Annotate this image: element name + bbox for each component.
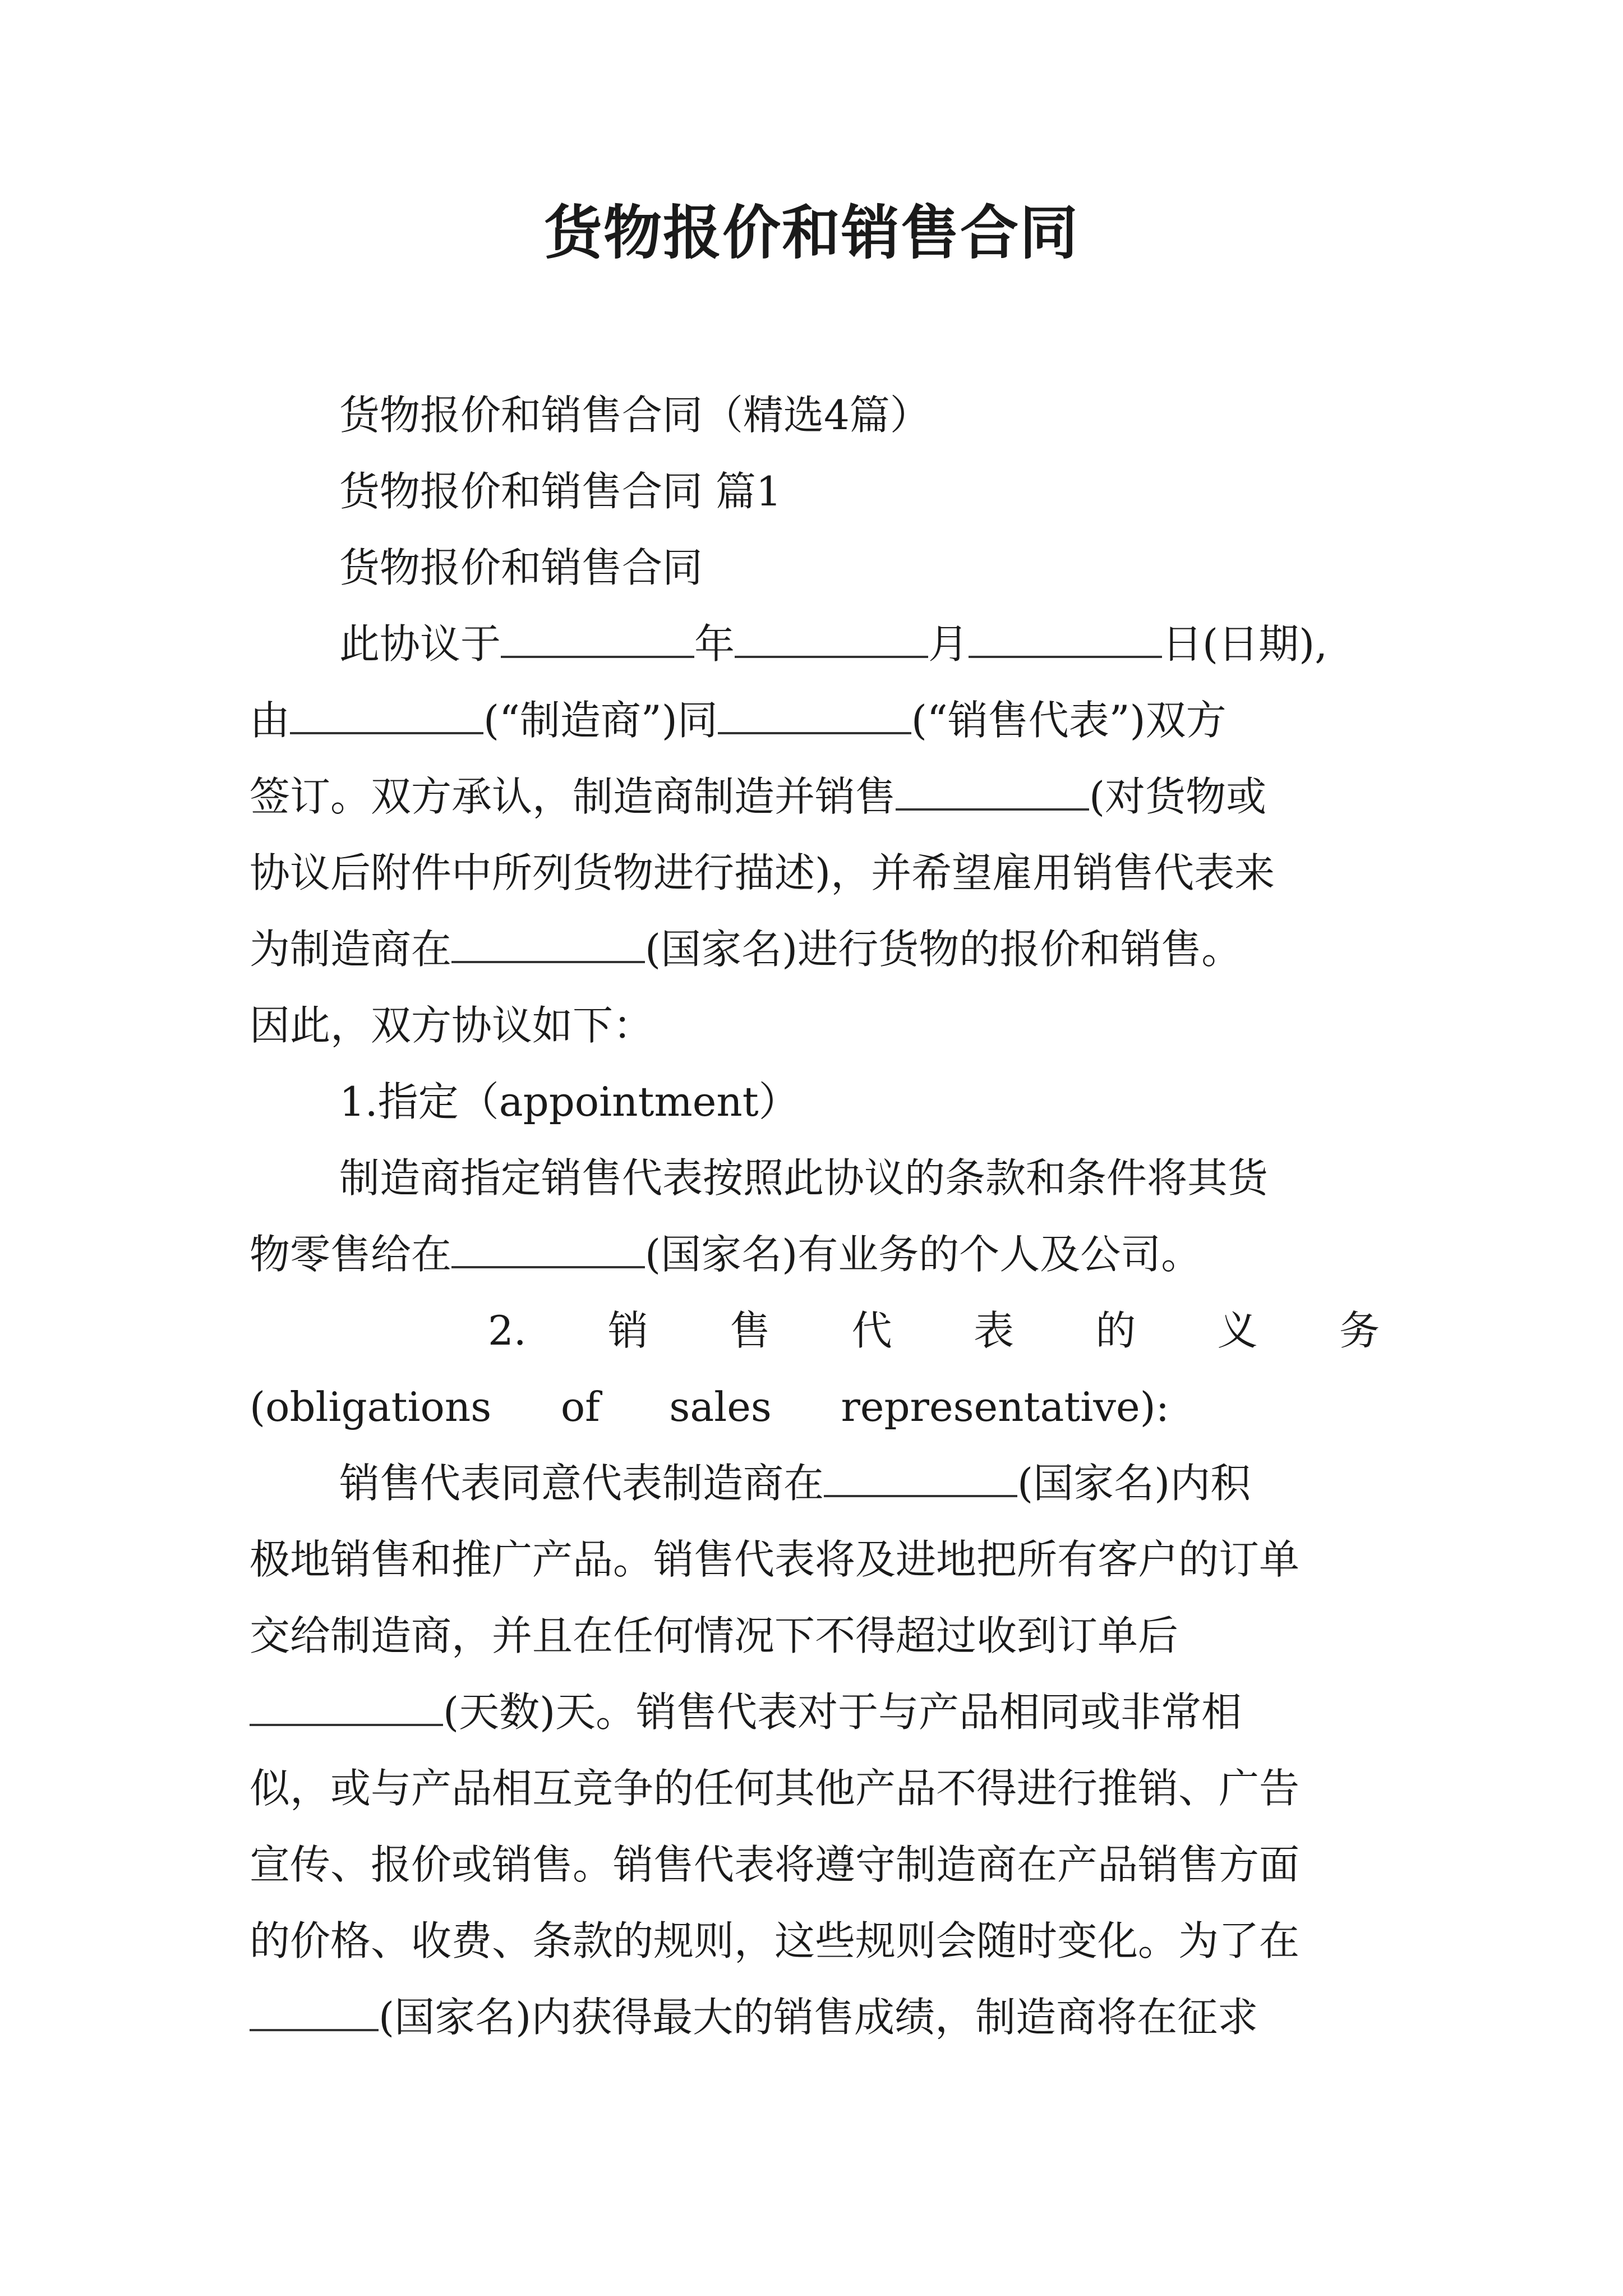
heading-word: representative):: [841, 1383, 1169, 1430]
text-span: (“制造商”)同: [483, 697, 718, 744]
text-span: (对货物或: [1089, 773, 1267, 820]
text-span: (国家名)内获得最大的销售成绩，制造商将在征求: [379, 1994, 1258, 2041]
text-span: (国家名)进行货物的报价和销售。: [645, 926, 1242, 973]
fill-blank: [969, 616, 1162, 658]
paragraph-line: 因此，双方协议如下：: [250, 1002, 654, 1049]
heading-word: sales: [669, 1383, 772, 1430]
text-span: 由: [250, 697, 291, 744]
heading-char: 2.: [488, 1307, 527, 1354]
heading-word: (obligations: [250, 1383, 492, 1430]
paragraph-line: [250, 1684, 1242, 1740]
heading-char: 售: [730, 1307, 771, 1354]
paragraph-line: 宣传、报价或销售。销售代表将遵守制造商在产品销售方面: [250, 1841, 1300, 1888]
text-span: (国家名)有业务的个人及公司。: [645, 1231, 1202, 1278]
text-span: 此协议于: [339, 620, 501, 668]
paragraph-line: [250, 1989, 1258, 2045]
text-span: (国家名)内积: [1017, 1460, 1251, 1507]
fill-blank: [718, 693, 911, 734]
text-span: 日(日期),: [1162, 620, 1328, 668]
paragraph-line: [250, 692, 1227, 748]
paragraph-line: 的价格、收费、条款的规则，这些规则会随时变化。为了在: [250, 1917, 1300, 1964]
paragraph-line: [339, 1455, 1251, 1511]
paragraph-line: 交给制造商，并且在任何情况下不得超过收到订单后: [250, 1612, 1179, 1659]
clause-heading: [488, 1303, 1380, 1359]
fill-blank: [735, 616, 928, 658]
subtitle-line: 货物报价和销售合同（精选4篇）: [339, 392, 930, 439]
paragraph-line: 制造商指定销售代表按照此协议的条款和条件将其货: [339, 1154, 1269, 1202]
text-span: 月: [928, 620, 969, 668]
clause-heading-en: [250, 1379, 1169, 1435]
fill-blank: [501, 616, 694, 658]
paragraph-line: 极地销售和推广产品。销售代表将及进地把所有客户的订单: [250, 1536, 1300, 1583]
paragraph-line: 协议后附件中所列货物进行描述)，并希望雇用销售代表来: [250, 849, 1275, 896]
heading-char: 的: [1095, 1307, 1136, 1354]
heading-word: of: [560, 1383, 600, 1430]
fill-blank: [250, 1685, 443, 1726]
fill-blank: [451, 1227, 645, 1268]
text-span: 物零售给在: [250, 1231, 452, 1278]
clause-heading: 1.指定（appointment）: [339, 1078, 799, 1125]
heading-char: 表: [974, 1307, 1015, 1354]
text-span: 为制造商在: [250, 926, 452, 973]
fill-blank: [896, 769, 1089, 811]
paragraph-line: [250, 921, 1242, 977]
heading-char: 义: [1217, 1307, 1258, 1354]
section-heading: 货物报价和销售合同 篇1: [339, 468, 782, 515]
contract-heading: 货物报价和销售合同: [339, 544, 703, 591]
heading-char: 销: [608, 1307, 649, 1354]
text-span: 年: [694, 620, 735, 668]
text-span: (天数)天。销售代表对于与产品相同或非常相: [443, 1688, 1242, 1736]
text-span: (“销售代表”)双方: [911, 697, 1227, 744]
text-span: 签订。双方承认，制造商制造并销售: [250, 773, 896, 820]
fill-blank: [824, 1456, 1017, 1497]
fill-blank: [290, 693, 483, 734]
paragraph-line: [339, 616, 1327, 672]
document-title: 货物报价和销售合同: [543, 198, 1079, 267]
heading-char: 代: [851, 1307, 892, 1354]
paragraph-line: 似，或与产品相互竞争的任何其他产品不得进行推销、广告: [250, 1765, 1300, 1812]
heading-char: 务: [1339, 1307, 1380, 1354]
fill-blank: [250, 1990, 379, 2031]
fill-blank: [451, 922, 645, 963]
text-span: 销售代表同意代表制造商在: [339, 1460, 824, 1507]
paragraph-line: [250, 1226, 1201, 1282]
paragraph-line: [250, 769, 1266, 825]
